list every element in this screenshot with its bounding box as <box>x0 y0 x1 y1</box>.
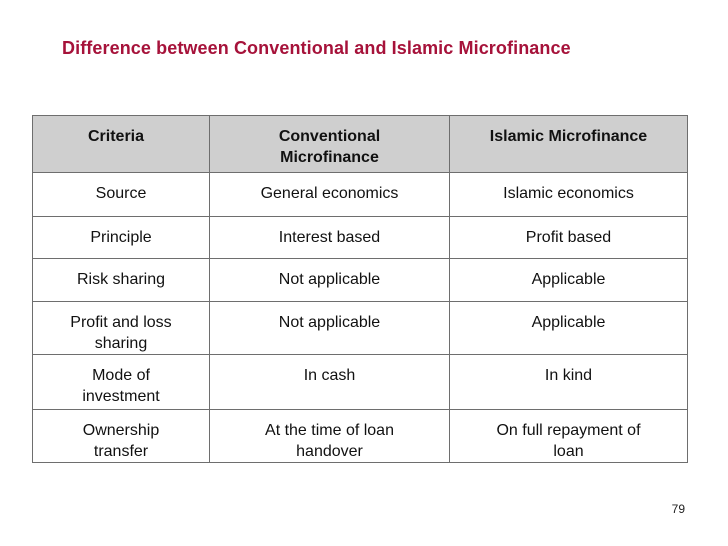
table-row <box>33 259 688 302</box>
table-cell-criteria <box>33 302 210 355</box>
cell-text: Risk sharing <box>76 271 166 288</box>
table-header-row <box>33 116 688 173</box>
table-cell-criteria <box>33 355 210 410</box>
page-number: 79 <box>671 502 685 516</box>
table-cell-criteria <box>33 410 210 463</box>
header-conventional <box>210 116 450 173</box>
table-cell-conventional <box>210 355 450 410</box>
table-cell-islamic <box>450 259 688 302</box>
table-row <box>33 410 688 463</box>
cell-text: Profit based <box>525 229 612 246</box>
table-cell-islamic <box>450 355 688 410</box>
cell-text: Mode of investment <box>82 367 160 405</box>
cell-text: Principle <box>90 229 152 246</box>
table-cell-conventional <box>210 173 450 217</box>
table-cell-islamic <box>450 302 688 355</box>
cell-text: Applicable <box>531 271 606 288</box>
table-cell-criteria <box>33 217 210 259</box>
table-row <box>33 355 688 410</box>
header-criteria-label: Criteria <box>87 128 145 145</box>
cell-text: Interest based <box>278 229 381 246</box>
cell-text: On full repayment of loan <box>496 422 641 460</box>
table-row <box>33 302 688 355</box>
cell-text: Ownership transfer <box>82 422 160 460</box>
table-cell-conventional <box>210 259 450 302</box>
cell-text: In kind <box>544 367 593 384</box>
table-cell-islamic <box>450 173 688 217</box>
cell-text: Not applicable <box>278 271 381 288</box>
cell-text: Not applicable <box>278 314 381 331</box>
header-islamic <box>450 116 688 173</box>
cell-text: Applicable <box>531 314 606 331</box>
table-cell-islamic <box>450 410 688 463</box>
cell-text: General economics <box>260 185 399 202</box>
header-islamic-label: Islamic Microfinance <box>489 128 648 145</box>
table-cell-conventional <box>210 302 450 355</box>
table-row <box>33 173 688 217</box>
header-criteria <box>33 116 210 173</box>
cell-text: Islamic economics <box>503 185 634 202</box>
cell-text: At the time of loan handover <box>265 422 394 460</box>
cell-text: In cash <box>303 367 356 384</box>
header-conventional-label: Conventional Microfinance <box>278 128 381 166</box>
table-row <box>33 217 688 259</box>
table-cell-conventional <box>210 410 450 463</box>
cell-text: Source <box>95 185 147 202</box>
slide-title: Difference between Conventional and Islamic Microfinance <box>62 38 571 58</box>
table-cell-criteria <box>33 259 210 302</box>
table-cell-conventional <box>210 217 450 259</box>
table-cell-islamic <box>450 217 688 259</box>
cell-text: Profit and loss sharing <box>70 314 172 352</box>
comparison-table <box>32 115 688 463</box>
table-cell-criteria <box>33 173 210 217</box>
